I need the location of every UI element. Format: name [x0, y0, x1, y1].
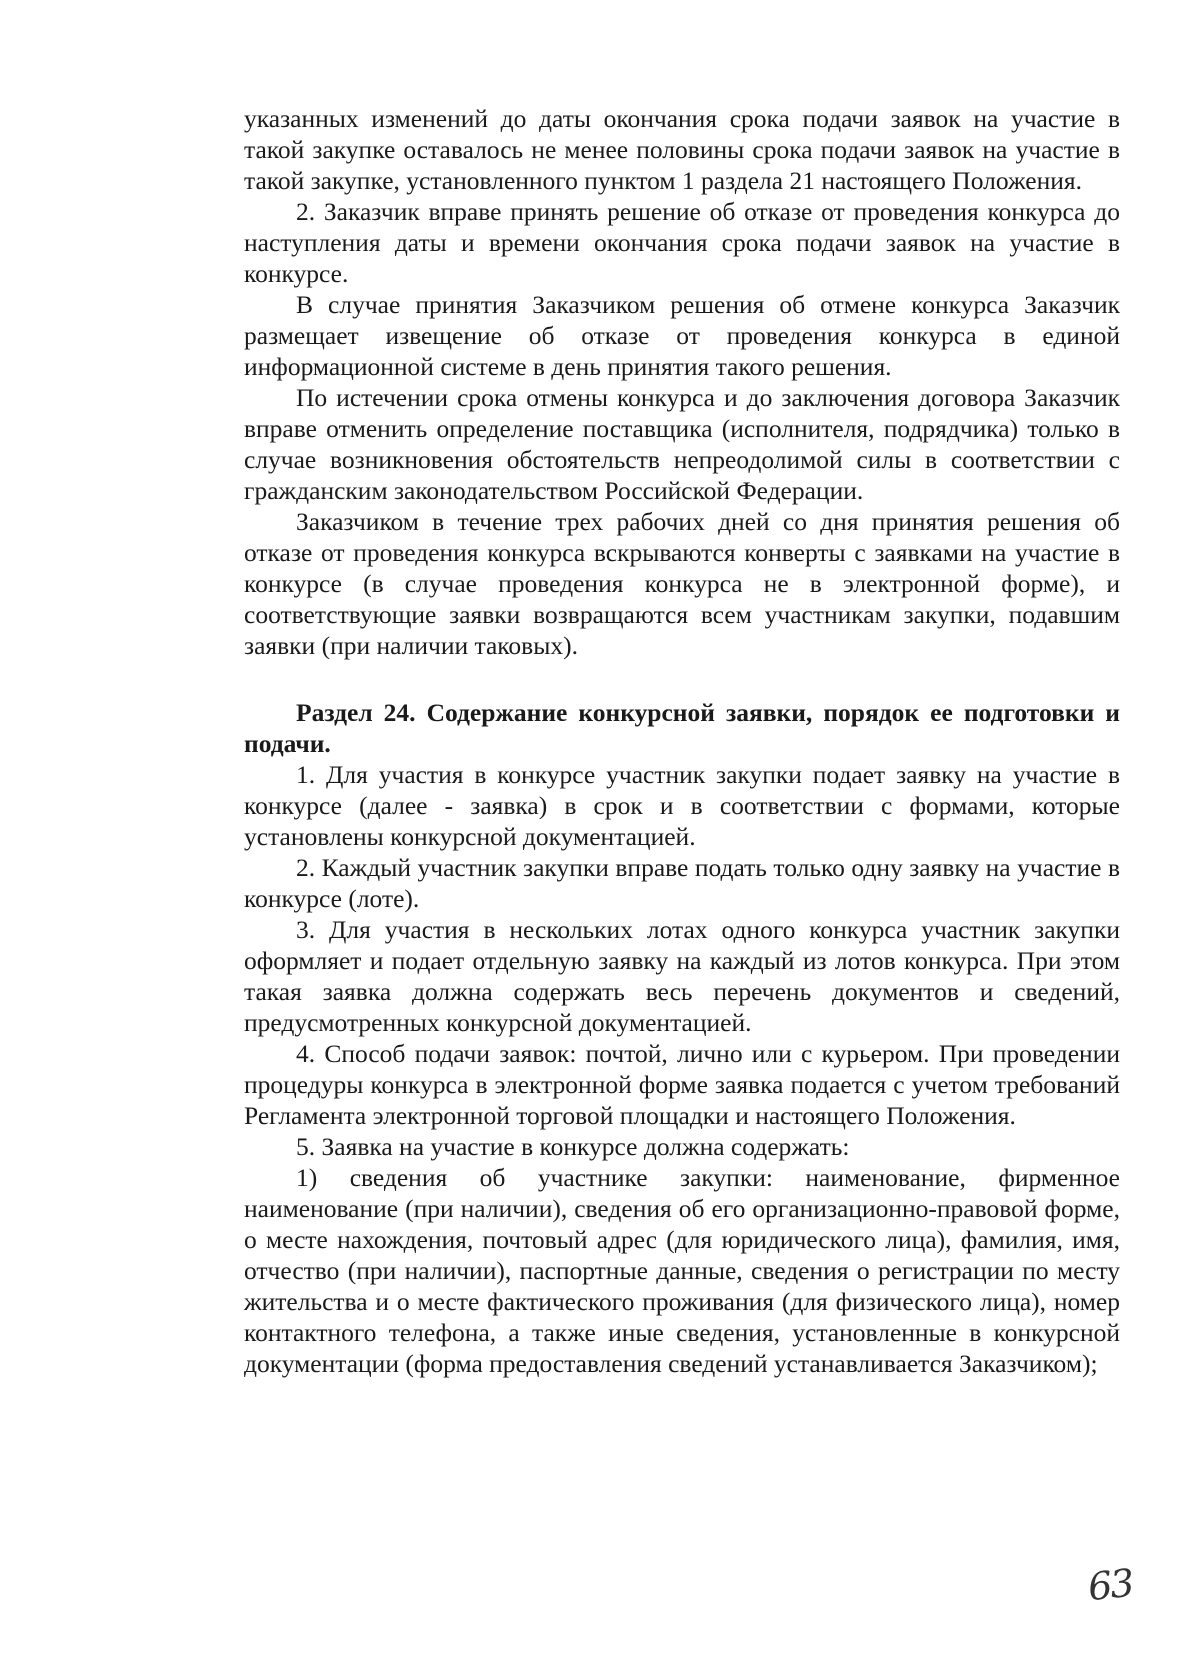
section-heading: Раздел 24. Содержание конкурсной заявки, порядок ее подготовки и подачи.	[244, 698, 1120, 758]
paragraph-item-1: 1. Для участия в конкурсе участник закупки подает заявку на участие в конкурсе (далее - заявка) в срок и в соответствии с формами, которые установлены конкурсной документацией.	[244, 760, 1120, 851]
paragraph-subitem-1-participant-info: 1) сведения об участнике закупки: наименование, фирменное наименование (при наличии), сведения об его организационно-правовой форме, о месте нахождения, почтовый адрес (для юридического лица), фамилия, имя, отчество (при наличии), паспортные данные, сведения о регистрации по месту жительства и о месте фактического проживания (для физического лица), номер контактного телефона, а также иные сведения, установленные в конкурсной документации (форма предоставления сведений устанавливается Заказчиком);	[244, 1163, 1120, 1378]
paragraph-force-majeure: По истечении срока отмены конкурса и до заключения договора Заказчик вправе отменить определение поставщика (исполнителя, подрядчика) только в случае возникновения обстоятельств непреодолимой силы в соответствии с гражданским законодательством Российской Федерации.	[244, 383, 1120, 505]
paragraph-item-2: 2. Заказчик вправе принять решение об отказе от проведения конкурса до наступления даты и времени окончания срока подачи заявок на участие в конкурсе.	[244, 197, 1120, 288]
paragraph-continuation: указанных изменений до даты окончания срока подачи заявок на участие в такой закупке оставалось не менее половины срока подачи заявок на участие в такой закупке, установленного пунктом 1 раздела 21 настоящего Положения.	[244, 104, 1120, 195]
paragraph-cancellation-notice: В случае принятия Заказчиком решения об отмене конкурса Заказчик размещает извещение об отказе от проведения конкурса в единой информационной системе в день принятия такого решения.	[244, 290, 1120, 381]
document-body	[244, 103, 1120, 1379]
paragraph-item-3-multiple-lots: 3. Для участия в нескольких лотах одного конкурса участник закупки оформляет и подает отдельную заявку на каждый из лотов конкурса. При этом такая заявка должна содержать весь перечень документов и сведений, предусмотренных конкурсной документацией.	[244, 915, 1120, 1037]
paragraph-item-5-contents: 5. Заявка на участие в конкурсе должна содержать:	[296, 1132, 850, 1161]
paragraph-envelopes-return: Заказчиком в течение трех рабочих дней со дня принятия решения об отказе от проведения конкурса вскрываются конверты с заявками на участие в конкурсе (в случае проведения конкурса не в электронной форме), и соответствующие заявки возвращаются всем участникам закупки, подавшим заявки (при наличии таковых).	[244, 507, 1120, 660]
paragraph-item-2-single-application: 2. Каждый участник закупки вправе подать только одну заявку на участие в конкурсе (лоте).	[244, 853, 1120, 913]
paragraph-item-4-submission-method: 4. Способ подачи заявок: почтой, лично или с курьером. При проведении процедуры конкурса в электронной форме заявка подается с учетом требований Регламента электронной торговой площадки и настоящего Положения.	[244, 1039, 1120, 1130]
page-number: 63	[1085, 1560, 1135, 1610]
